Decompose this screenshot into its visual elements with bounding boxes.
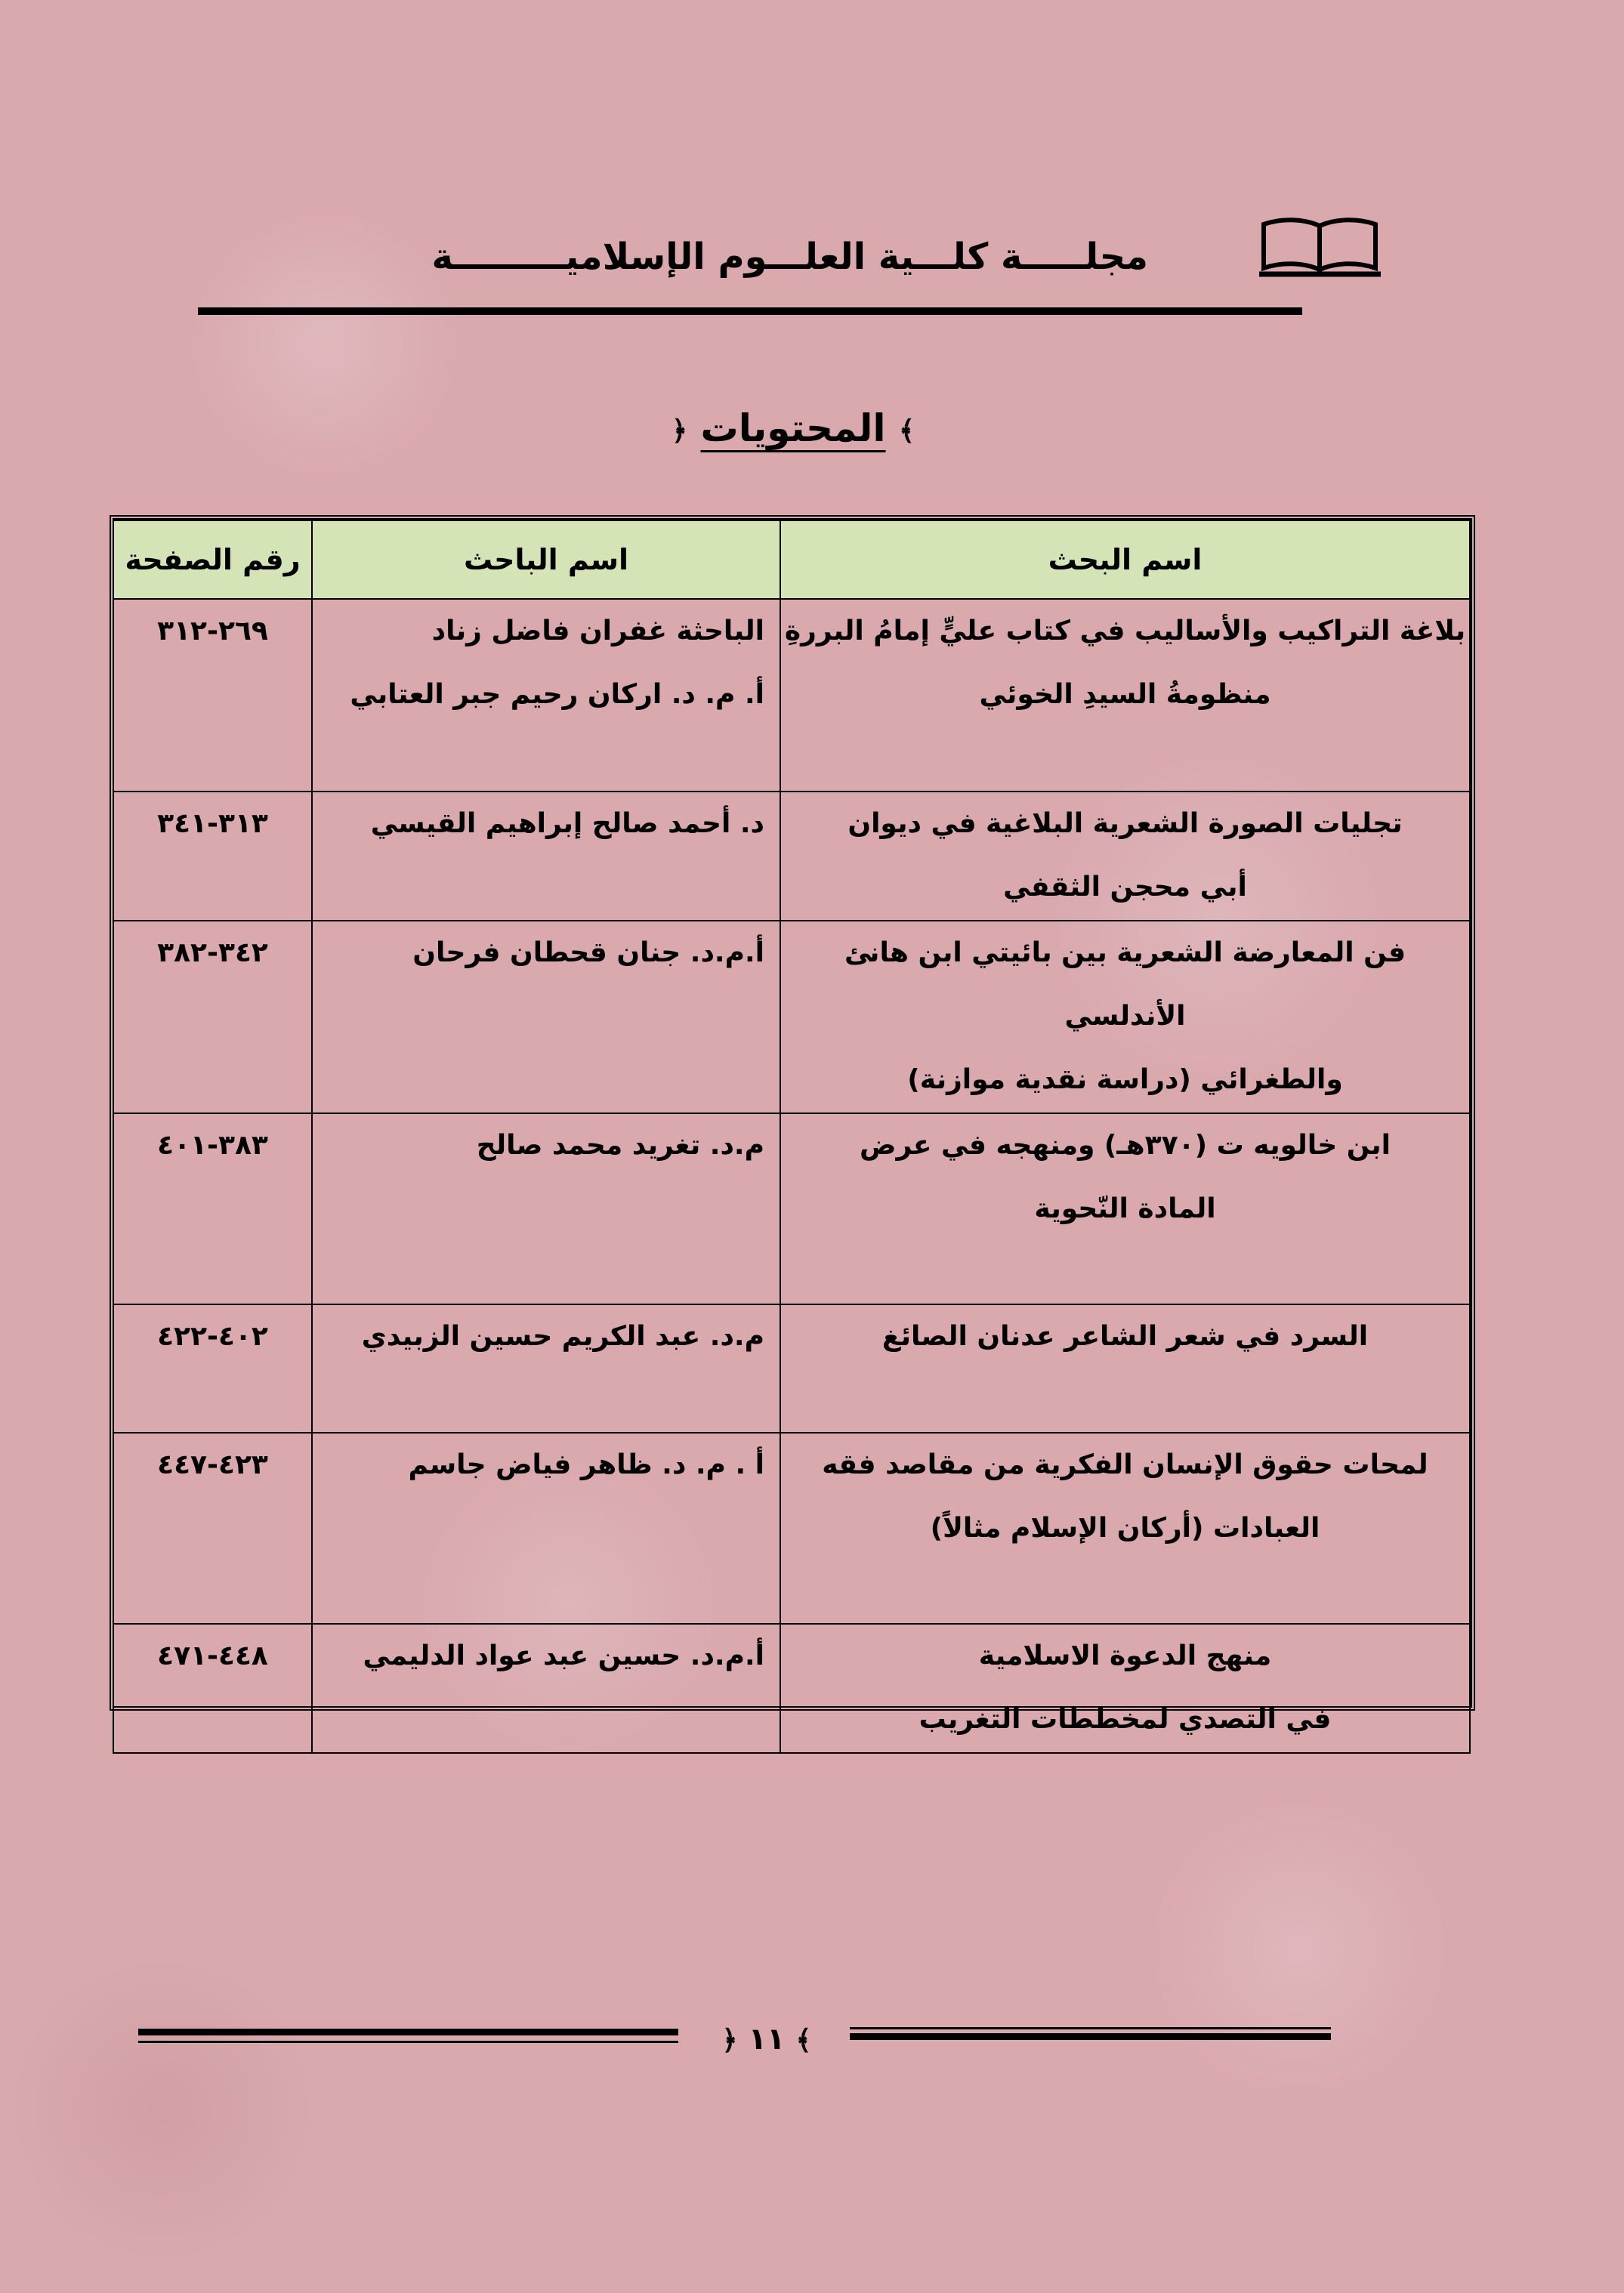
ornament-left: ﴿	[671, 415, 688, 446]
ornament-right: ﴾	[898, 415, 915, 446]
contents-title: المحتويات	[700, 406, 886, 450]
article-title-line: أبي محجن الثقفي	[1003, 872, 1247, 903]
article-title-line: والطغرائي (دراسة نقدية موازنة)	[907, 1064, 1343, 1095]
table-row	[113, 599, 1470, 792]
author-name: أ . م. د. ظاهر فياض جاسم	[408, 1449, 764, 1480]
table-row	[113, 1624, 1470, 1753]
page-range: ٣٨٣-٤٠١	[113, 1113, 312, 1304]
article-title-cell	[780, 792, 1470, 921]
article-title-line: منظومةُ السيدِ الخوئي	[979, 679, 1271, 710]
article-title-line: ابن خالويه ت (٣٧٠هـ) ومنهجه في عرض	[860, 1130, 1391, 1161]
article-title-line: لمحات حقوق الإنسان الفكرية من مقاصد فقه	[822, 1449, 1428, 1480]
page-number	[702, 2009, 831, 2069]
page-number-value: ١١	[748, 2022, 786, 2057]
journal-title: مجلـــــة كلـــية العلـــوم الإسلاميـــــــــة	[431, 236, 1148, 278]
footer-rule-right-thin	[850, 2027, 1331, 2029]
author-cell	[312, 1624, 780, 1753]
open-book-icon	[1258, 215, 1382, 279]
contents-table	[110, 515, 1475, 1735]
page-range: ٣١٣-٣٤١	[113, 792, 312, 921]
footer-rule-left-thin	[138, 2041, 678, 2043]
page-range: ٤٢٣-٤٤٧	[113, 1433, 312, 1624]
column-header-author: اسم الباحث	[312, 520, 780, 599]
table-row	[113, 1304, 1470, 1433]
author-name: أ.م.د. حسين عبد عواد الدليمي	[363, 1640, 764, 1671]
article-title-cell	[780, 921, 1470, 1113]
table-row	[113, 1113, 1470, 1304]
page-range: ٤٠٢-٤٢٢	[113, 1304, 312, 1433]
author-name: الباحثة غفران فاضل زناد	[431, 616, 764, 647]
article-title-line: فن المعارضة الشعرية بين بائيتي ابن هانئ الأندلسي	[844, 937, 1406, 1032]
article-title-line: في التصدي لمخططات التغريب	[919, 1704, 1332, 1735]
author-name: م.د. عبد الكريم حسين الزبيدي	[361, 1321, 764, 1352]
author-cell	[312, 921, 780, 1113]
table-row	[113, 1433, 1470, 1624]
author-name: أ. م. د. اركان رحيم جبر العتابي	[350, 679, 764, 710]
page-header	[0, 0, 1624, 325]
author-cell	[312, 792, 780, 921]
author-cell	[312, 1304, 780, 1433]
article-title-line: تجليات الصورة الشعرية البلاغية في ديوان	[848, 808, 1403, 839]
table-row	[113, 921, 1470, 1113]
article-title-line: بلاغة التراكيب والأساليب في كتاب عليٍّ إمامُ البررةِ	[784, 616, 1466, 647]
author-name: د. أحمد صالح إبراهيم القيسي	[370, 808, 764, 839]
page-range: ٣٤٢-٣٨٢	[113, 921, 312, 1113]
table-header-row	[113, 520, 1470, 599]
article-title-line: السرد في شعر الشاعر عدنان الصائغ	[881, 1321, 1369, 1352]
page-range: ٤٤٨-٤٧١	[113, 1624, 312, 1753]
ornament-left: ﴿	[721, 2025, 738, 2056]
article-title-cell	[780, 1624, 1470, 1753]
page-range: ٢٦٩-٣١٢	[113, 599, 312, 792]
table-row	[113, 792, 1470, 921]
footer-rule-left	[138, 2029, 678, 2035]
footer-rule-right	[850, 2033, 1331, 2040]
author-cell	[312, 1433, 780, 1624]
page-footer	[0, 2009, 1624, 2077]
article-title-cell	[780, 1433, 1470, 1624]
author-cell	[312, 599, 780, 792]
article-title-cell	[780, 1304, 1470, 1433]
article-title-line: منهج الدعوة الاسلامية	[978, 1640, 1272, 1671]
article-title-cell	[780, 599, 1470, 792]
article-title-cell	[780, 1113, 1470, 1304]
contents-heading	[668, 397, 918, 461]
author-name: م.د. تغريد محمد صالح	[476, 1130, 764, 1161]
author-name: أ.م.د. جنان قحطان فرحان	[412, 937, 764, 968]
article-title-line: العبادات (أركان الإسلام مثالاً)	[930, 1513, 1320, 1544]
header-divider	[198, 307, 1302, 315]
ornament-right: ﴾	[795, 2025, 812, 2056]
author-cell	[312, 1113, 780, 1304]
column-header-pages: رقم الصفحة	[113, 520, 312, 599]
column-header-title: اسم البحث	[780, 520, 1470, 599]
article-title-line: المادة النّحوية	[1034, 1193, 1216, 1224]
